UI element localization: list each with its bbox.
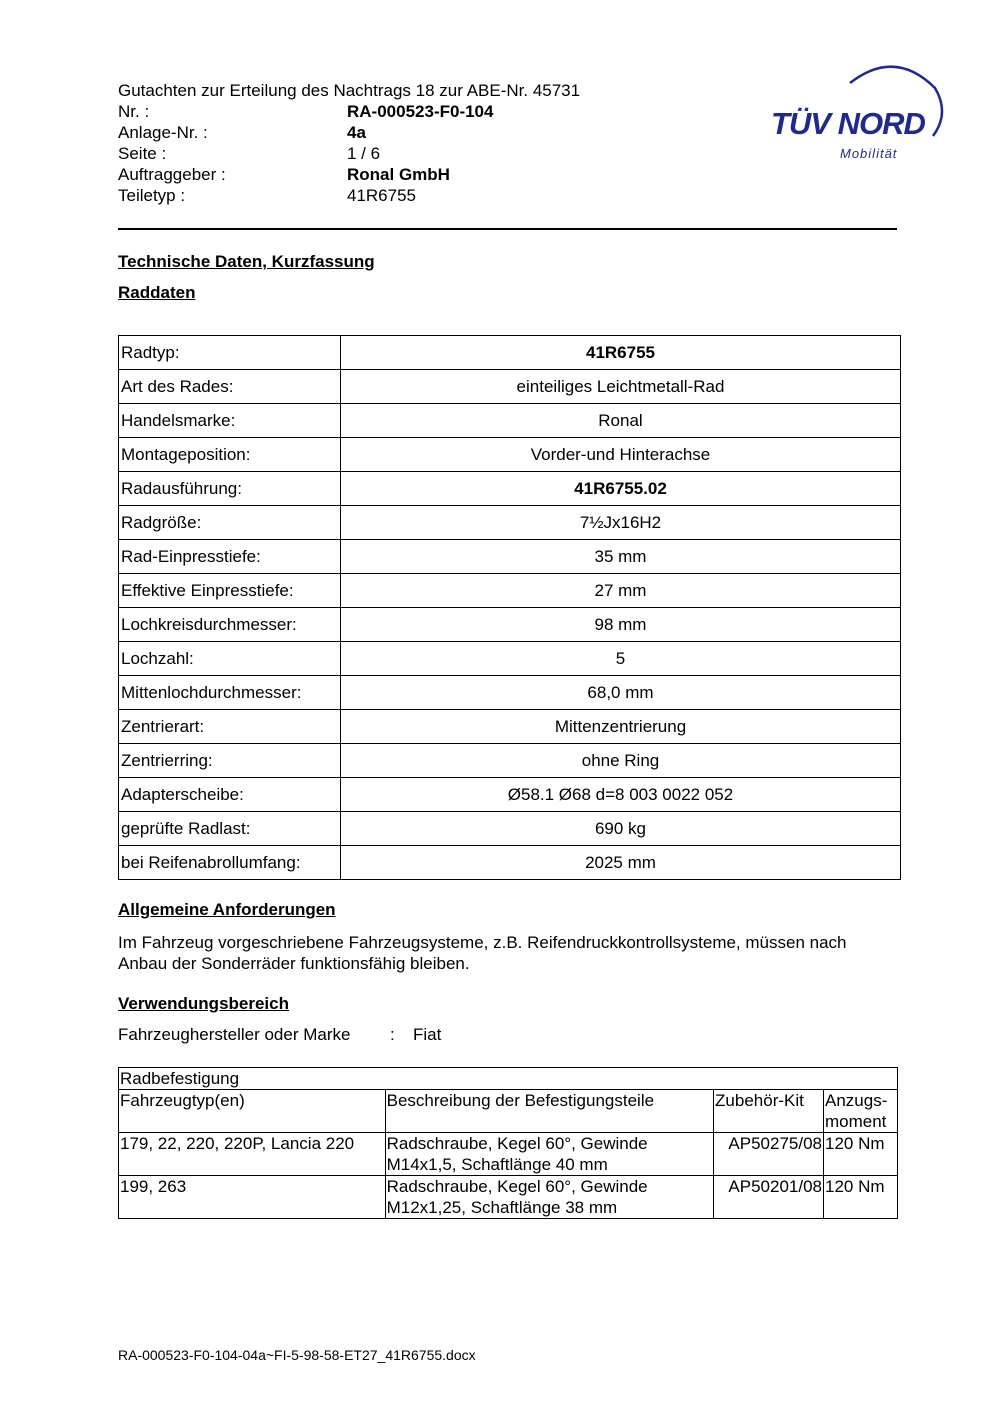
- fix-cell: 199, 263: [119, 1176, 386, 1219]
- raddaten-value: Vorder-und Hinterachse: [341, 438, 901, 472]
- raddaten-row: [119, 336, 901, 370]
- raddaten-label: Lochzahl:: [119, 642, 341, 676]
- header-row: [118, 164, 738, 185]
- raddaten-value: 98 mm: [341, 608, 901, 642]
- raddaten-label: Adapterscheibe:: [119, 778, 341, 812]
- raddaten-value: 41R6755: [341, 336, 901, 370]
- header-value: 41R6755: [347, 186, 417, 205]
- raddaten-value: 5: [341, 642, 901, 676]
- fix-cell: Radschraube, Kegel 60°, Gewinde M12x1,25, Schaftlänge 38 mm: [385, 1176, 713, 1219]
- logo-sub: Mobilität: [840, 146, 898, 161]
- fix-cell: AP50275/08: [714, 1133, 824, 1176]
- raddaten-value: 7½Jx16H2: [341, 506, 901, 540]
- fix-title-row: [119, 1068, 898, 1090]
- header-value: Ronal GmbH: [347, 165, 450, 184]
- raddaten-label: bei Reifenabrollumfang:: [119, 846, 341, 880]
- header-divider: [118, 228, 897, 230]
- raddaten-row: [119, 370, 901, 404]
- raddaten-label: geprüfte Radlast:: [119, 812, 341, 846]
- radbefestigung-table: [118, 1067, 898, 1219]
- fix-header-cell: Zubehör-Kit: [714, 1090, 824, 1133]
- document-header: [118, 80, 738, 206]
- fix-cell: AP50201/08: [714, 1176, 824, 1219]
- raddaten-row: [119, 574, 901, 608]
- raddaten-row: [119, 438, 901, 472]
- manufacturer-colon: :: [390, 1025, 395, 1044]
- raddaten-row: [119, 540, 901, 574]
- raddaten-label: Radgröße:: [119, 506, 341, 540]
- raddaten-label: Zentrierart:: [119, 710, 341, 744]
- raddaten-label: Montageposition:: [119, 438, 341, 472]
- raddaten-row: [119, 744, 901, 778]
- section-title-tech: Technische Daten, Kurzfassung: [118, 252, 375, 271]
- raddaten-row: [119, 506, 901, 540]
- header-row: [118, 101, 738, 122]
- header-label: Nr. :: [118, 102, 150, 121]
- header-label: Anlage-Nr. :: [118, 123, 208, 142]
- raddaten-row: [119, 472, 901, 506]
- raddaten-value: 690 kg: [341, 812, 901, 846]
- fix-header-cell: Fahrzeugtyp(en): [119, 1090, 386, 1133]
- header-title: Gutachten zur Erteilung des Nachtrags 18 zur ABE-Nr. 45731: [118, 81, 581, 100]
- fix-cell: 120 Nm: [824, 1176, 898, 1219]
- tuv-nord-logo: [765, 58, 950, 168]
- header-value: RA-000523-F0-104: [347, 102, 494, 121]
- header-label: Teiletyp :: [118, 186, 186, 205]
- raddaten-label: Effektive Einpresstiefe:: [119, 574, 341, 608]
- raddaten-value: 27 mm: [341, 574, 901, 608]
- header-label: Seite :: [118, 144, 167, 163]
- section-title-allgemein: Allgemeine Anforderungen: [118, 900, 336, 919]
- raddaten-value: Ø58.1 Ø68 d=8 003 0022 052: [341, 778, 901, 812]
- fix-cell: 179, 22, 220, 220P, Lancia 220: [119, 1133, 386, 1176]
- raddaten-label: Art des Rades:: [119, 370, 341, 404]
- raddaten-row: [119, 676, 901, 710]
- fix-cell: 120 Nm: [824, 1133, 898, 1176]
- raddaten-label: Zentrierring:: [119, 744, 341, 778]
- raddaten-row: [119, 404, 901, 438]
- raddaten-row: [119, 642, 901, 676]
- manufacturer-label: Fahrzeughersteller oder Marke: [118, 1025, 351, 1044]
- raddaten-row: [119, 778, 901, 812]
- raddaten-value: Mittenzentrierung: [341, 710, 901, 744]
- fix-row: [119, 1133, 898, 1176]
- allgemein-text: Im Fahrzeug vorgeschriebene Fahrzeugsysteme, z.B. Reifendruckkontrollsysteme, müssen nach Anbau der Sonderräder funktionsfähig bleiben.: [118, 933, 847, 973]
- raddaten-table: [118, 335, 901, 880]
- manufacturer-value: Fiat: [413, 1025, 442, 1044]
- raddaten-value: 68,0 mm: [341, 676, 901, 710]
- raddaten-label: Handelsmarke:: [119, 404, 341, 438]
- logo-brand: TÜV NORD: [771, 106, 925, 141]
- raddaten-label: Mittenlochdurchmesser:: [119, 676, 341, 710]
- raddaten-label: Rad-Einpresstiefe:: [119, 540, 341, 574]
- header-row: [118, 143, 738, 164]
- section-title-verwendung: Verwendungsbereich: [118, 994, 289, 1013]
- section-title-raddaten: Raddaten: [118, 283, 196, 302]
- raddaten-row: [119, 608, 901, 642]
- raddaten-value: ohne Ring: [341, 744, 901, 778]
- fix-title: Radbefestigung: [119, 1068, 898, 1090]
- manufacturer-line: [118, 1025, 441, 1045]
- fix-header-cell: Beschreibung der Befestigungsteile: [385, 1090, 713, 1133]
- raddaten-label: Radausführung:: [119, 472, 341, 506]
- raddaten-row: [119, 846, 901, 880]
- header-row: [118, 122, 738, 143]
- raddaten-label: Lochkreisdurchmesser:: [119, 608, 341, 642]
- raddaten-value: einteiliges Leichtmetall-Rad: [341, 370, 901, 404]
- raddaten-row: [119, 812, 901, 846]
- fix-row: [119, 1176, 898, 1219]
- raddaten-label: Radtyp:: [119, 336, 341, 370]
- header-row: [118, 185, 738, 206]
- header-label: Auftraggeber :: [118, 165, 226, 184]
- fix-header-cell: Anzugs- moment: [824, 1090, 898, 1133]
- raddaten-value: 41R6755.02: [341, 472, 901, 506]
- header-value: 1 / 6: [347, 144, 381, 163]
- raddaten-value: 35 mm: [341, 540, 901, 574]
- raddaten-row: [119, 710, 901, 744]
- footer-filename: RA-000523-F0-104-04a~FI-5-98-58-ET27_41R6755.docx: [118, 1347, 476, 1363]
- fix-cell: Radschraube, Kegel 60°, Gewinde M14x1,5, Schaftlänge 40 mm: [385, 1133, 713, 1176]
- header-value: 4a: [347, 123, 366, 142]
- raddaten-value: Ronal: [341, 404, 901, 438]
- raddaten-value: 2025 mm: [341, 846, 901, 880]
- fix-header-row: [119, 1090, 898, 1133]
